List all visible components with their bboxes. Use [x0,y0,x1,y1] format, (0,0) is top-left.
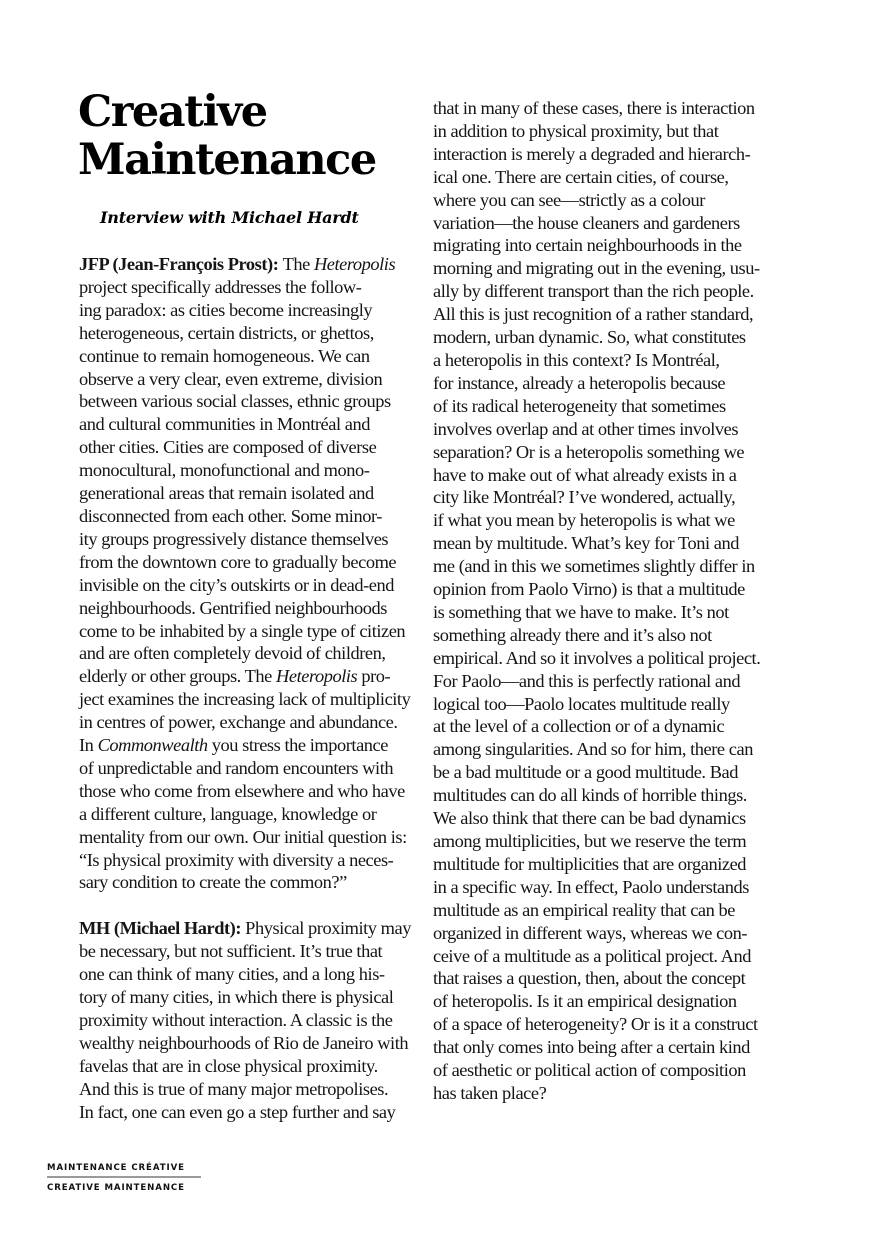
text-line: generational areas that remain isolated and [79,483,374,504]
text-line: multitudes can do all kinds of horrible things. [433,785,747,806]
text-line: ject examines the increasing lack of multiplicity [79,689,411,710]
italic-title: Heteropolis [276,666,358,687]
text-line: In fact, one can even go a step further and say [79,1101,396,1122]
speaker-label: MH (Michael Hardt): [79,918,242,939]
text-line: in centres of power, exchange and abundance. [79,712,398,733]
text-line: neighbourhoods. Gentrified neighbourhoods [79,597,387,618]
text-line: tory of many cities, in which there is physical [79,986,394,1007]
footer-title-french: MAINTENANCE CRÉATIVE [47,1163,185,1173]
text-line: separation? Or is a heteropolis something we [433,441,745,462]
text-line: that in many of these cases, there is interaction [433,98,755,118]
italic-title: Commonwealth [97,735,208,756]
text-line: come to be inhabited by a single type of citizen [79,620,406,641]
text-line: mentality from our own. Our initial question is: [79,826,407,847]
text-line: something already there and it’s also not [433,624,712,645]
text-line: elderly or other groups. The Heteropolis pro- [79,666,391,687]
text-line: if what you mean by heteropolis is what we [433,510,735,531]
text-line: other cities. Cities are composed of diverse [79,437,377,458]
text-line: those who come from elsewhere and who have [79,780,405,801]
text-line: ceive of a multitude as a political project. And [433,945,752,966]
left-column [79,253,424,1123]
text-line: For Paolo—and this is perfectly rational and [433,670,741,691]
text-line: ical one. There are certain cities, of course, [433,166,729,187]
text-line: ing paradox: as cities become increasingly [79,299,373,320]
text-line: All this is just recognition of a rather standard, [433,304,754,325]
text-line: In Commonwealth you stress the importance [79,735,388,756]
text-line: interaction is merely a degraded and hierarch- [433,143,751,164]
text-line: ity groups progressively distance themselves [79,528,389,549]
italic-title: Heteropolis [313,254,396,274]
text-line: be necessary, but not sufficient. It’s true that [79,941,383,962]
text-line: and cultural communities in Montréal and [79,414,370,435]
text-line: in addition to physical proximity, but that [433,120,719,141]
text-line: where you can see—strictly as a colour [433,189,705,210]
text-line: opinion from Paolo Virno) is that a multitude [433,579,745,600]
title-line-2: Maintenance [78,135,376,185]
text-line: of a space of heterogeneity? Or is it a construct [433,1014,758,1035]
text-line: sary condition to create the common?” [79,872,347,893]
text-line: a heteropolis in this context? Is Montréal, [433,349,720,370]
text-line: observe a very clear, even extreme, division [79,368,383,389]
text-line: of its radical heterogeneity that sometimes [433,395,726,416]
question-paragraph [79,253,424,894]
right-column [433,97,778,1105]
text-line: a different culture, language, knowledge or [79,803,377,824]
text-line: We also think that there can be bad dynamics [433,808,746,829]
text-line: among multiplicities, but we reserve the term [433,831,747,851]
text-line: ally by different transport than the rich people. [433,281,754,302]
footer-divider [47,1176,201,1178]
text-line: involves overlap and at other times involves [433,418,739,439]
text-line: is something that we have to make. It’s not [433,601,729,622]
text-line: continue to remain homogeneous. We can [79,345,370,366]
text-line: MH (Michael Hardt): Physical proximity may [79,918,411,939]
footer-title-english: CREATIVE MAINTENANCE [47,1183,185,1193]
text-line: have to make out of what already exists in a [433,464,737,485]
text-line: among singularities. And so for him, there can [433,739,753,760]
text-line: that raises a question, then, about the concept [433,968,746,989]
text-line: for instance, already a heteropolis because [433,372,726,393]
text-line: mean by multitude. What’s key for Toni and [433,533,740,554]
text-line: of unpredictable and random encounters with [79,757,394,778]
title-line-1: Creative [78,87,267,137]
text-line: invisible on the city’s outskirts or in dead-end [79,574,394,595]
text-line: at the level of a collection or of a dynamic [433,716,725,737]
article-title [78,88,376,184]
running-footer [47,1162,201,1194]
text-line: disconnected from each other. Some minor- [79,505,382,526]
text-line: proximity without interaction. A classic is the [79,1009,393,1030]
paragraph-gap [79,894,424,917]
text-line: that only comes into being after a certain kind [433,1037,750,1058]
text-line: from the downtown core to gradually become [79,551,397,572]
text-line: has taken place? [433,1082,547,1103]
answer-paragraph [79,917,424,1123]
text-line: empirical. And so it involves a political project. [433,647,761,668]
text-line: JFP (Jean-François Prost): The Heteropolis [79,254,396,274]
text-line: multitude as an empirical reality that can be [433,899,735,920]
text-line: be a bad multitude or a good multitude. Bad [433,762,738,783]
text-line: of heteropolis. Is it an empirical designation [433,991,737,1012]
text-line: And this is true of many major metropolises. [79,1078,389,1099]
text-line: one can think of many cities, and a long his- [79,964,385,985]
text-line: heterogeneous, certain districts, or ghettos, [79,322,374,343]
text-line: migrating into certain neighbourhoods in the [433,235,742,256]
text-line: and are often completely devoid of children, [79,643,386,664]
text-line: multitude for multiplicities that are organized [433,853,747,874]
text-line: between various social classes, ethnic groups [79,391,391,412]
text-line: logical too—Paolo locates multitude really [433,693,730,714]
text-line: of aesthetic or political action of composition [433,1060,746,1081]
text-line: organized in different ways, whereas we con- [433,922,747,943]
text-line: in a specific way. In effect, Paolo understands [433,876,749,897]
article-subtitle: Interview with Michael Hardt [100,208,359,227]
text-line: modern, urban dynamic. So, what constitutes [433,327,746,348]
text-line: monocultural, monofunctional and mono- [79,460,370,481]
text-line: “Is physical proximity with diversity a neces- [79,849,394,870]
speaker-label: JFP (Jean-François Prost): [79,254,283,274]
text-line: project specifically addresses the follow- [79,276,362,297]
text-line: morning and migrating out in the evening, usu- [433,258,760,279]
text-line: variation—the house cleaners and gardeners [433,212,740,233]
text-line: me (and in this we sometimes slightly differ in [433,556,755,577]
text-line: favelas that are in close physical proximity. [79,1055,378,1076]
text-line: city like Montréal? I’ve wondered, actually, [433,487,736,508]
text-line: wealthy neighbourhoods of Rio de Janeiro with [79,1032,409,1053]
